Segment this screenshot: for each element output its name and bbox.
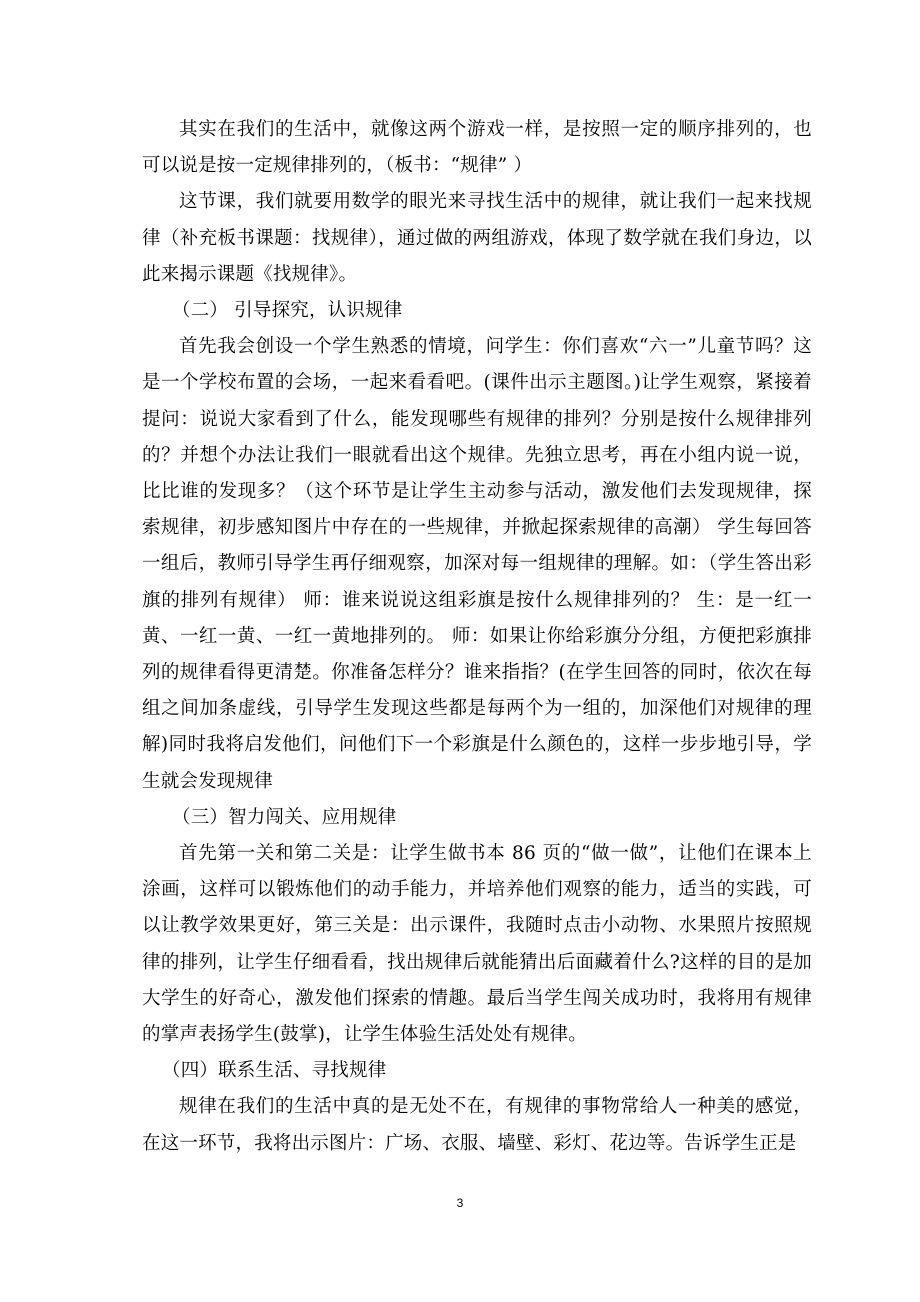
section-heading-life: （四）联系生活、寻找规律 bbox=[162, 1060, 387, 1082]
section-heading-explore: （二） 引导探究，认识规律 bbox=[172, 300, 403, 322]
paragraph-lesson-topic: 这节课，我们就要用数学的眼光来寻找生活中的规律，就让我们一起来找规律（补充板书课题：找规律），通过做的两组游戏，体现了数学就在我们身边，以此来揭示课题《找规律》。 bbox=[142, 191, 812, 285]
document-body bbox=[142, 112, 812, 1162]
paragraph-rules-intro: 其实在我们的生活中，就像这两个游戏一样，是按照一定的顺序排列的，也可以说是按一定规律排列的，（板书：“规律” ） bbox=[142, 119, 812, 177]
section-heading-apply: （三）智力闯关、应用规律 bbox=[172, 806, 397, 828]
page-number: 3 bbox=[456, 1196, 464, 1210]
paragraph-life: 规律在我们的生活中真的是无处不在，有规律的事物常给人一种美的感觉，在这一环节，我将出示图片：广场、衣服、墙壁、彩灯、花边等。告诉学生正是 bbox=[142, 1096, 812, 1154]
paragraph-explore: 首先我会创设一个学生熟悉的情境，问学生：你们喜欢“六一”儿童节吗？这是一个学校布置的会场，一起来看看吧。(课件出示主题图。)让学生观察，紧接着提问：说说大家看到了什么，能发现哪些有规律的排列？分别是按什么规律排列的？并想个办法让我们一眼就看出这个规律。先独立思考，再在小组内说一说，比比谁的发现多？（这个环节是让学生主动参与活动，激发他们去发现规律，探索规律，初步感知图片中存在的一些规律，并掀起探索规律的高潮） 学生每回答一组后，教师引导学生再仔细观察，加深对每一组规律的理解。如：（学生答出彩旗的排列有规律） 师：谁来说说这组彩旗是按什么规律排列的？ 生：是一红一黄、一红一黄、一红一黄地排列的。 师：如果让你给彩旗分分组，方便把彩旗排列的规律看得更清楚。你准备怎样分？谁来指指？(在学生回答的同时，依次在每组之间加条虚线，引导学生发现这些都是每两个为一组的，加深他们对规律的理解)同时我将启发他们，问他们下一个彩旗是什么颜色的，这样一步步地引导，学生就会发现规律 bbox=[142, 336, 812, 792]
paragraph-apply: 首先第一关和第二关是：让学生做书本 86 页的“做一做”，让他们在课本上涂画，这样可以锻炼他们的动手能力，并培养他们观察的能力，适当的实践，可以让教学效果更好，第三关是：出示课件，我随时点击小动物、水果照片按照规律的排列，让学生仔细看看，找出规律后就能猜出后面藏着什么?这样的目的是加大学生的好奇心，激发他们探索的情趣。最后当学生闯关成功时，我将用有规律的掌声表扬学生(鼓掌)，让学生体验生活处处有规律。 bbox=[142, 843, 812, 1046]
